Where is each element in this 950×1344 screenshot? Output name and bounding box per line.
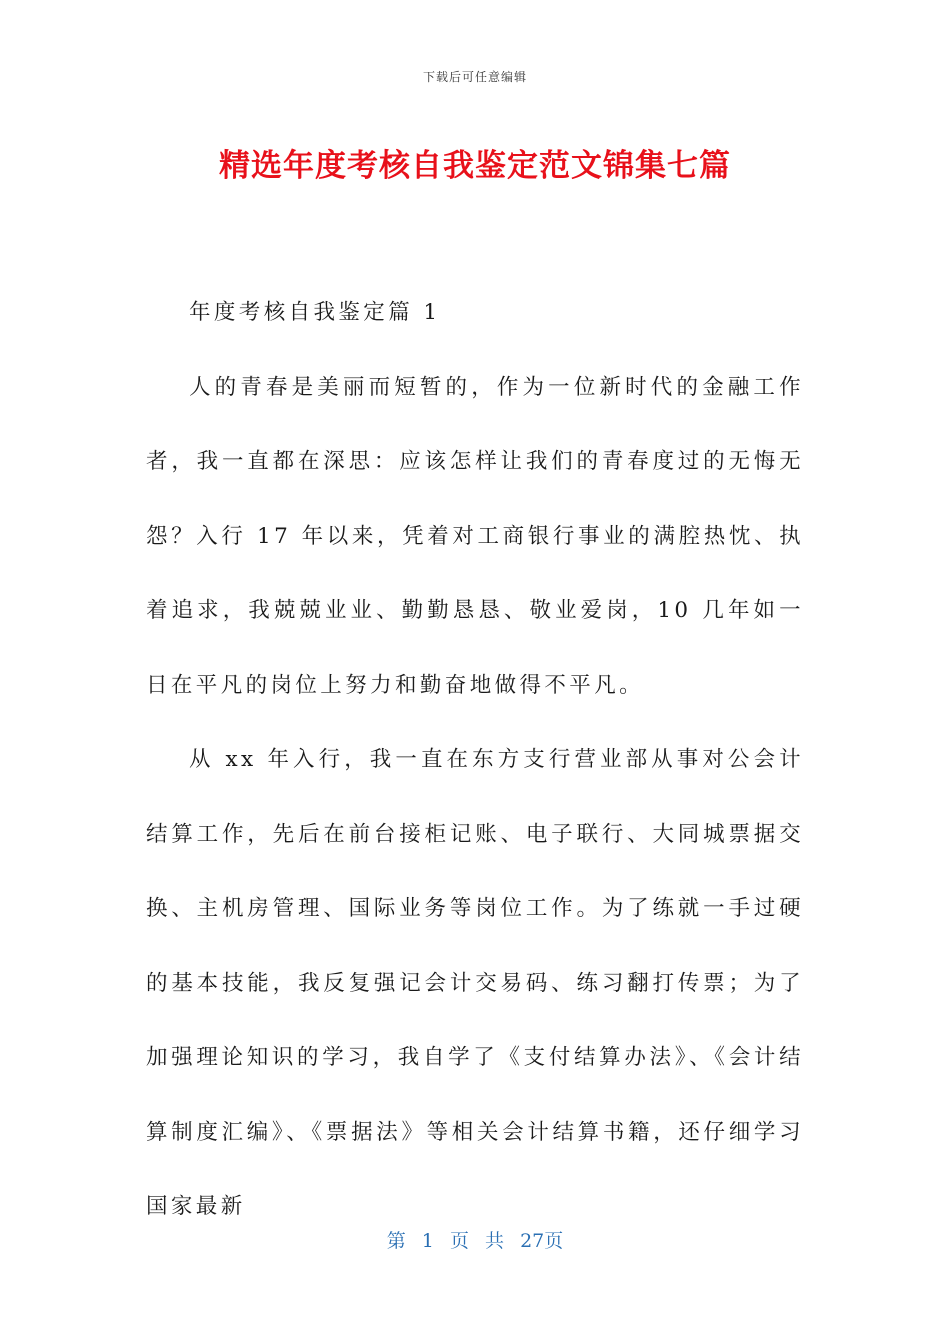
footer-page-of-label: 页: [449, 1230, 469, 1252]
paragraph: 从 xx 年入行，我一直在东方支行营业部从事对公会计结算工作，先后在前台接柜记账、电子联行、大同城票据交换、主机房管理、国际业务等岗位工作。为了练就一手过硬的基本技能，我反复强记会计交易码、练习翻打传票；为了加强理论知识的学习，我自学了《支付结算办法》、《会计结算制度汇编》、《票据法》等相关会计结算书籍，还仔细学习国家最新: [146, 747, 804, 1219]
section-heading: 年度考核自我鉴定篇 1: [189, 300, 441, 325]
footer-page-label: 第: [386, 1230, 406, 1252]
document-title: 精选年度考核自我鉴定范文锦集七篇: [219, 148, 731, 184]
footer-total-label: 共: [485, 1230, 505, 1252]
document-body: [146, 276, 804, 1245]
header-note: 下载后可任意编辑: [422, 70, 527, 84]
page-footer: [0, 1226, 950, 1253]
footer-total-pages: 27页: [520, 1230, 564, 1252]
paragraph: 人的青春是美丽而短暂的，作为一位新时代的金融工作者，我一直都在深思：应该怎样让我们的青春度过的无悔无怨？入行 17 年以来，凭着对工商银行事业的满腔热忱、执着追求，我兢兢业业、勤勤恳恳、敬业爱岗，10 几年如一日在平凡的岗位上努力和勤奋地做得不平凡。: [146, 374, 804, 698]
footer-current-page: 1: [421, 1230, 434, 1252]
